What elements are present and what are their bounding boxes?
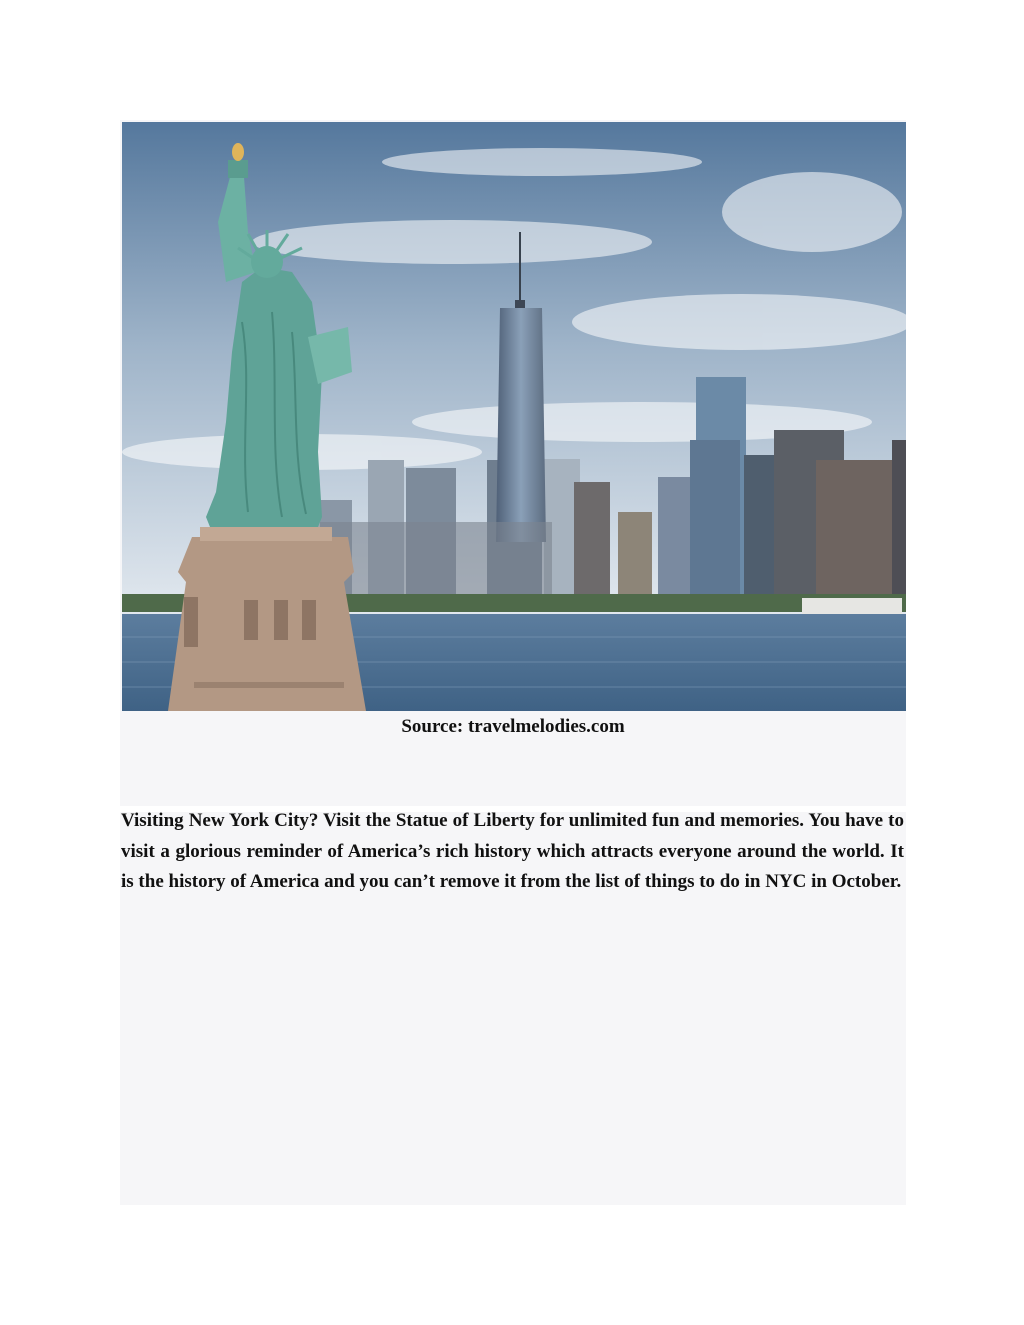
statue-of-liberty-photo — [122, 122, 906, 711]
image-caption: Source: travelmelodies.com — [401, 716, 625, 737]
body-paragraph: Visiting New York City? Visit the Statue of Liberty for unlimited fun and memories. You have to visit a glorious reminder of America’s rich history which attracts everyone around the world. It is the history of America and you can’t remove it from the list of things to do in NYC in October. — [121, 810, 904, 892]
